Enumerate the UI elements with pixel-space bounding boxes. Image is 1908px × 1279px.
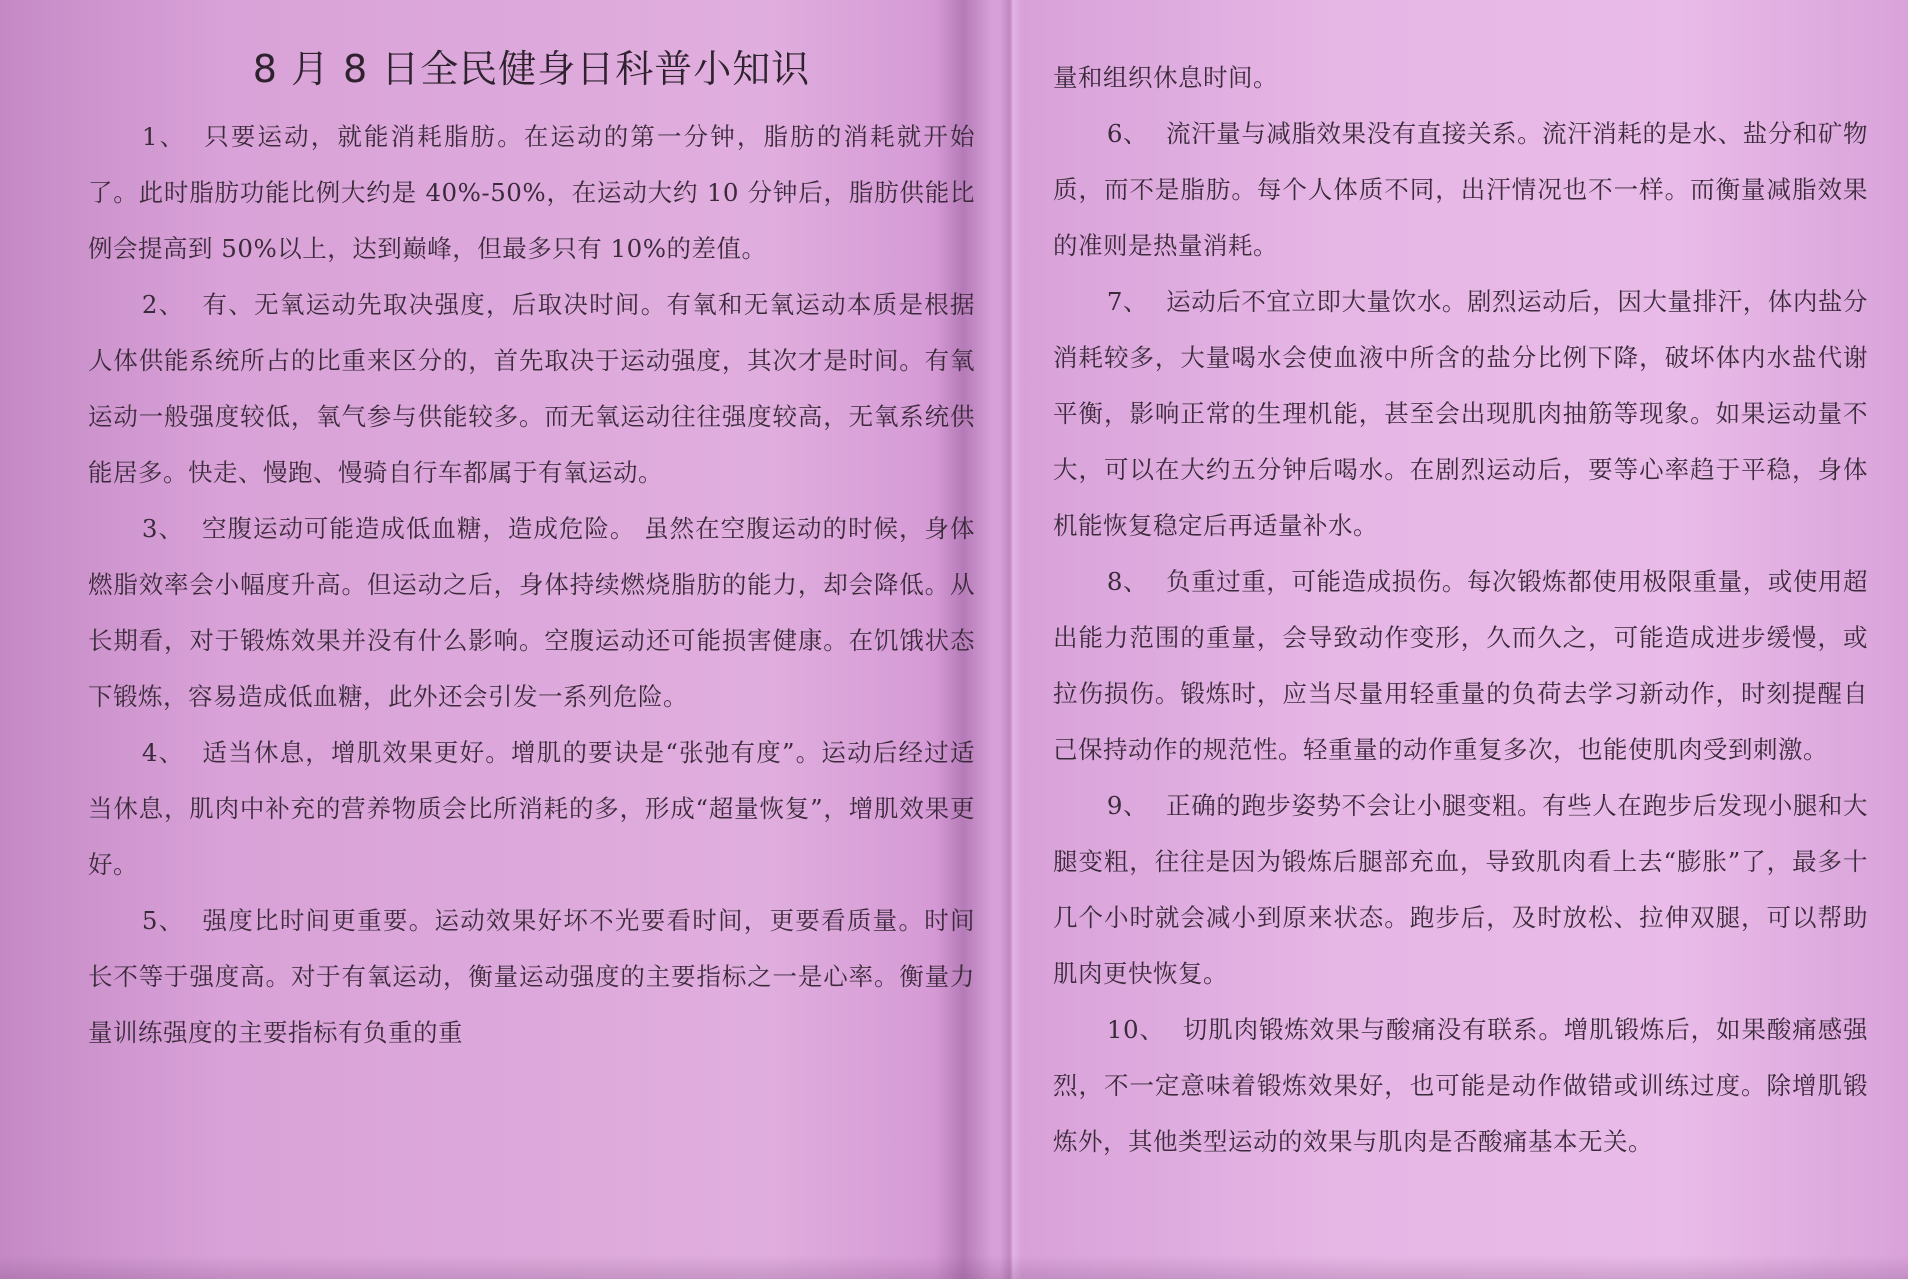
tip-text: 有、无氧运动先取决强度，后取决时间。有氧和无氧运动本质是根据人体供能系统所占的比重来区分的，首先取决于运动强度，其次才是时间。有氧运动一般强度较低，氧气参与供能较多。而无氧运动往往强度较高，无氧系统供能居多。快走、慢跑、慢骑自行车都属于有氧运动。 [88,290,975,487]
tip-7 [1053,274,1868,554]
right-page [1015,0,1908,1279]
tip-text: 强度比时间更重要。运动效果好坏不光要看时间，更要看质量。时间长不等于强度高。对于有氧运动，衡量运动强度的主要指标之一是心率。衡量力量训练强度的主要指标有负重的重 [88,906,975,1047]
tip-5-continuation: 量和组织休息时间。 [1053,63,1278,92]
document-title: 8 月 8 日全民健身日科普小知识 [252,47,811,91]
tip-number: 3、 [141,514,184,543]
tip-text: 正确的跑步姿势不会让小腿变粗。有些人在跑步后发现小腿和大腿变粗，往往是因为锻炼后腿部充血，导致肌肉看上去“膨胀”了，最多十几个小时就会减小到原来状态。跑步后，及时放松、拉伸双腿，可以帮助肌肉更快恢复。 [1053,791,1868,988]
tip-1 [88,109,975,277]
tip-number: 9、 [1106,791,1149,820]
bottom-shadow [0,1255,1908,1279]
tip-text: 只要运动，就能消耗脂肪。在运动的第一分钟，脂肪的消耗就开始了。此时脂肪功能比例大约是 40%-50%，在运动大约 10 分钟后，脂肪供能比例会提高到 50%以上，达到巅峰，但最多只有 10%的差值。 [88,122,975,263]
tip-10 [1053,1002,1868,1170]
tip-text: 适当休息，增肌效果更好。增肌的要诀是“张弛有度”。运动后经过适当休息，肌肉中补充的营养物质会比所消耗的多，形成“超量恢复”，增肌效果更好。 [88,738,975,879]
tip-number: 8、 [1106,567,1149,596]
tip-number: 2、 [141,290,185,319]
tip-6 [1053,106,1868,274]
tip-text: 运动后不宜立即大量饮水。剧烈运动后，因大量排汗，体内盐分消耗较多，大量喝水会使血液中所含的盐分比例下降，破坏体内水盐代谢平衡，影响正常的生理机能，甚至会出现肌肉抽筋等现象。如果运动量不大，可以在大约五分钟后喝水。在剧烈运动后，要等心率趋于平稳，身体机能恢复稳定后再适量补水。 [1053,287,1868,540]
tip-5 [88,893,975,1061]
tip-number: 6、 [1106,119,1149,148]
tip-text: 空腹运动可能造成低血糖，造成危险。 虽然在空腹运动的时候，身体燃脂效率会小幅度升高。但运动之后，身体持续燃烧脂肪的能力，却会降低。从长期看，对于锻炼效果并没有什么影响。空腹运动还可能损害健康。在饥饿状态下锻炼，容易造成低血糖，此外还会引发一系列危险。 [88,514,975,711]
tip-3 [88,501,975,725]
tip-text: 流汗量与减脂效果没有直接关系。流汗消耗的是水、盐分和矿物质，而不是脂肪。每个人体质不同，出汗情况也不一样。而衡量减脂效果的准则是热量消耗。 [1053,119,1868,260]
tip-4 [88,725,975,893]
tip-number: 10、 [1106,1015,1165,1044]
tip-text: 负重过重，可能造成损伤。每次锻炼都使用极限重量，或使用超出能力范围的重量，会导致动作变形，久而久之，可能造成进步缓慢，或拉伤损伤。锻炼时，应当尽量用轻重量的负荷去学习新动作，时刻提醒自己保持动作的规范性。轻重量的动作重复多次，也能使肌肉受到刺激。 [1053,567,1868,764]
tip-2 [88,277,975,501]
tip-number: 7、 [1106,287,1149,316]
tip-number: 5、 [141,906,185,935]
tip-text: 切肌肉锻炼效果与酸痛没有联系。增肌锻炼后，如果酸痛感强烈，不一定意味着锻炼效果好，也可能是动作做错或训练过度。除增肌锻炼外，其他类型运动的效果与肌肉是否酸痛基本无关。 [1053,1015,1868,1156]
tip-number: 1、 [141,122,187,151]
tip-8 [1053,554,1868,778]
tip-number: 4、 [141,738,185,767]
tip-9 [1053,778,1868,1002]
